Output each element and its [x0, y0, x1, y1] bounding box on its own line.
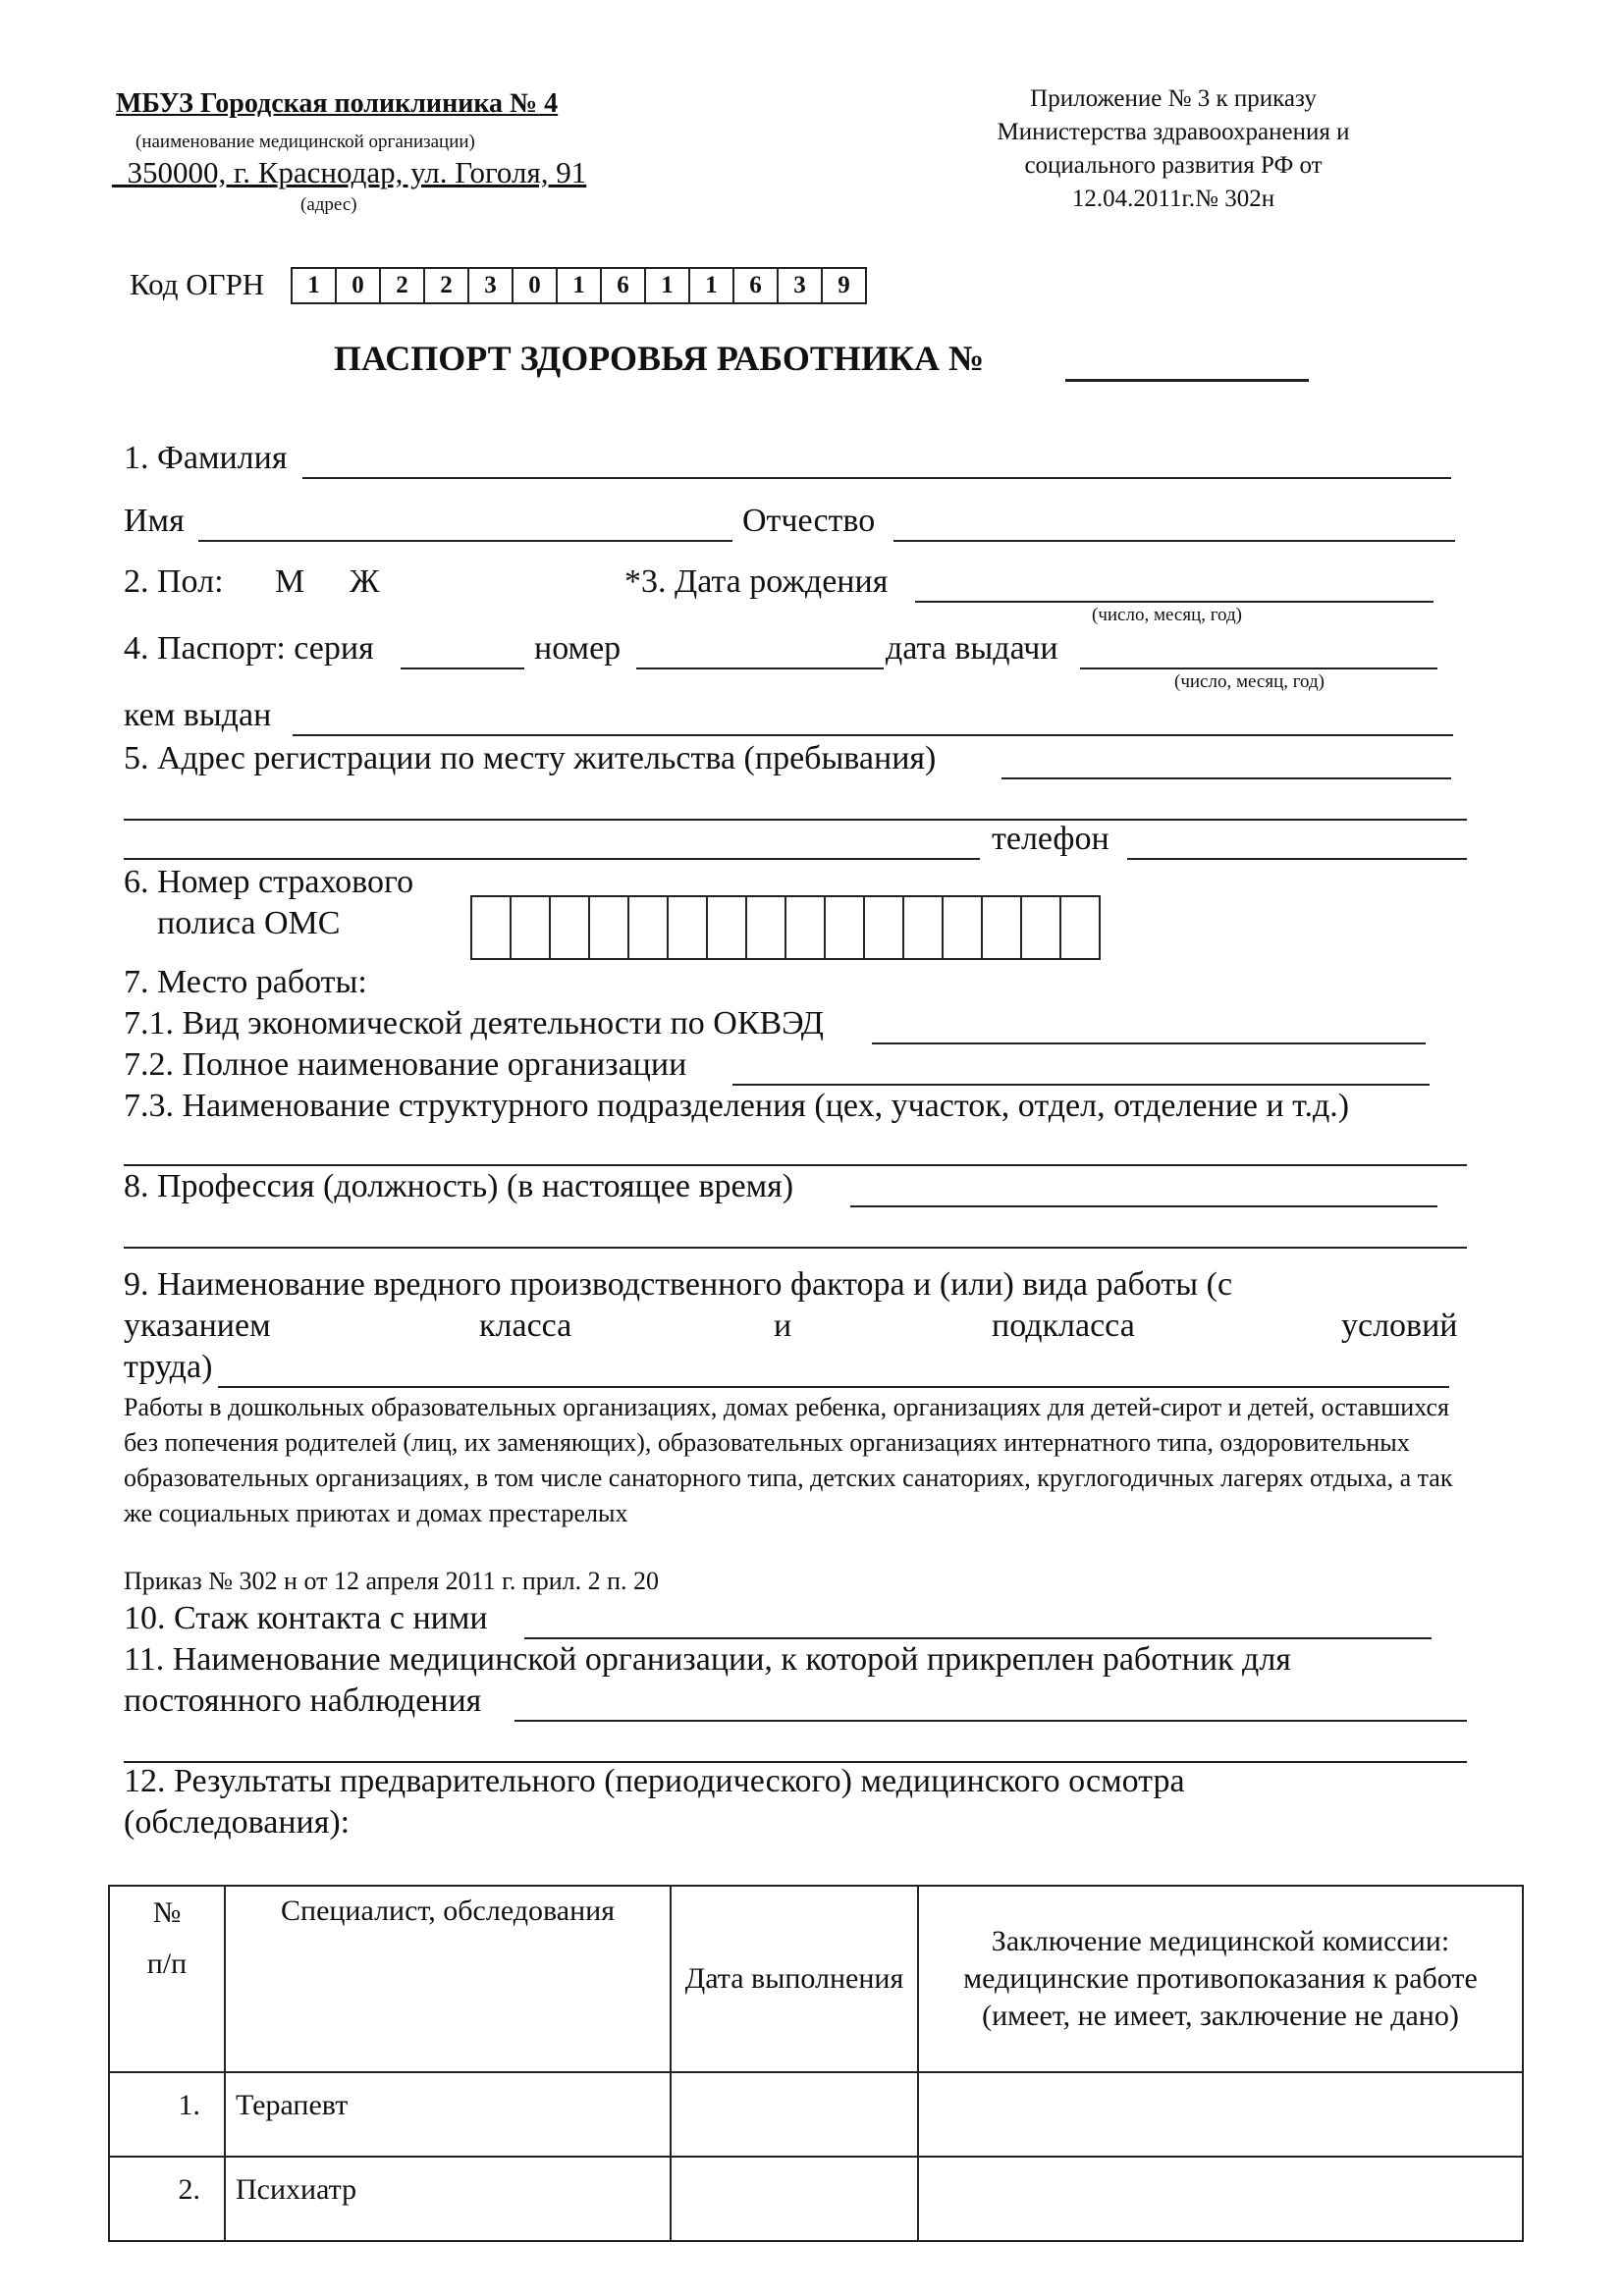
- oms-number-boxes[interactable]: [470, 895, 1101, 960]
- row-number: 1.: [109, 2072, 225, 2157]
- factor-label-word: класса: [479, 1308, 572, 1344]
- oms-digit-box[interactable]: [865, 897, 904, 958]
- patronymic-field[interactable]: [893, 540, 1455, 542]
- ogrn-digit: 1: [646, 269, 690, 302]
- col-header-number: [109, 1886, 225, 2072]
- profession-label: 8. Профессия (должность) (в настоящее время): [124, 1168, 794, 1204]
- org-address: _350000, г. Краснодар, ул. Гоголя, 91: [112, 155, 587, 189]
- issue-date-caption: (число, месяц, год): [1174, 671, 1325, 692]
- oms-label-line1: 6. Номер страхового: [124, 864, 414, 900]
- birth-date-caption: (число, месяц, год): [1092, 605, 1243, 625]
- col-header-conclusion: Заключение медицинской комиссии: медицинские противопоказания к работе (имеет, не имеет, заключение не дано): [918, 1886, 1523, 2072]
- org-full-name-field[interactable]: [732, 1084, 1430, 1086]
- issued-by-field[interactable]: [293, 734, 1453, 736]
- row-date-cell[interactable]: [671, 2157, 918, 2241]
- profession-field[interactable]: [850, 1205, 1437, 1207]
- table-row: [109, 2072, 1523, 2157]
- contact-experience-field[interactable]: [524, 1637, 1432, 1639]
- surname-label: 1. Фамилия: [124, 440, 288, 476]
- row-number: 2.: [109, 2157, 225, 2241]
- ogrn-digit: 0: [514, 269, 558, 302]
- oms-digit-box[interactable]: [786, 897, 826, 958]
- workplace-label: 7. Место работы:: [124, 964, 367, 1000]
- oms-label-line2: полиса ОМС: [157, 905, 341, 941]
- surname-field[interactable]: [302, 477, 1451, 479]
- patronymic-label: Отчество: [742, 503, 876, 539]
- med-org-label-line2: постоянного наблюдения: [124, 1682, 482, 1719]
- oms-digit-box[interactable]: [512, 897, 551, 958]
- factor-label-line3: труда): [124, 1349, 213, 1385]
- ogrn-digit: 3: [469, 269, 514, 302]
- subdivision-label: 7.3. Наименование структурного подразделения (цех, участок, отдел, отделение и т.д.): [124, 1088, 1350, 1124]
- row-conclusion-cell[interactable]: [918, 2072, 1523, 2157]
- ogrn-digit: 6: [734, 269, 779, 302]
- results-table: [108, 1885, 1524, 2242]
- phone-field[interactable]: [1127, 858, 1467, 860]
- address-field[interactable]: [1001, 777, 1451, 779]
- document-title: ПАСПОРТ ЗДОРОВЬЯ РАБОТНИКА №: [334, 339, 985, 378]
- factor-label-word: условий: [1341, 1308, 1458, 1344]
- table-row: [109, 2157, 1523, 2241]
- row-specialist: Психиатр: [225, 2157, 671, 2241]
- sex-option-f[interactable]: Ж: [350, 563, 380, 600]
- factor-label-word: и: [774, 1308, 792, 1344]
- contact-experience-label: 10. Стаж контакта с ними: [124, 1600, 488, 1636]
- passport-number-input[interactable]: [636, 667, 884, 669]
- col-header-number-symbol: №: [152, 1896, 182, 1929]
- ogrn-digit: 1: [293, 269, 337, 302]
- okved-field[interactable]: [872, 1042, 1426, 1044]
- name-field[interactable]: [198, 540, 732, 542]
- org-full-name-label: 7.2. Полное наименование организации: [124, 1046, 687, 1083]
- oms-digit-box[interactable]: [826, 897, 865, 958]
- factor-label-word: указанием: [124, 1308, 271, 1344]
- ogrn-digit: 1: [558, 269, 602, 302]
- factor-label-word: подкласса: [992, 1308, 1135, 1344]
- issue-date-label: дата выдачи: [886, 630, 1058, 667]
- ogrn-digit: 2: [425, 269, 469, 302]
- phone-label: телефон: [992, 821, 1109, 857]
- ogrn-digit: 6: [602, 269, 646, 302]
- med-org-label-line1: 11. Наименование медицинской организации, к которой прикреплен работник для: [124, 1641, 1291, 1678]
- ogrn-label: Код ОГРН: [130, 267, 265, 301]
- profession-field-line2[interactable]: [124, 1247, 1467, 1249]
- oms-digit-box[interactable]: [904, 897, 944, 958]
- order-reference: Приказ № 302 н от 12 апреля 2011 г. прил. 2 п. 20: [124, 1567, 660, 1595]
- issue-date-field[interactable]: [1080, 667, 1437, 669]
- row-conclusion-cell[interactable]: [918, 2157, 1523, 2241]
- results-label-line2: (обследования):: [124, 1804, 351, 1841]
- results-label-line1: 12. Результаты предварительного (периодического) медицинского осмотра: [124, 1763, 1185, 1799]
- passport-series-field[interactable]: [401, 667, 524, 669]
- address-caption: (адрес): [300, 194, 357, 215]
- table-header-row: [109, 1886, 1523, 2072]
- org-name: МБУЗ Городская поликлиника № 4: [116, 88, 559, 119]
- oms-digit-box[interactable]: [708, 897, 747, 958]
- oms-digit-box[interactable]: [669, 897, 708, 958]
- factor-text: Работы в дошкольных образовательных организациях, домах ребенка, организациях для детей-сирот и детей, оставшихся без попечения родителей (лиц, их заменяющих), образовательных организациях интернатного типа, оздоровительных образовательных организациях, в том числе санаторного типа, детских санаториях, круглогодичных лагерях отдыха, а так же социальных приютах и домах престарелых: [124, 1393, 1453, 1527]
- birth-date-field[interactable]: [915, 601, 1434, 603]
- oms-digit-box[interactable]: [983, 897, 1022, 958]
- birth-date-label: *3. Дата рождения: [624, 563, 889, 600]
- row-date-cell[interactable]: [671, 2072, 918, 2157]
- oms-digit-box[interactable]: [1022, 897, 1061, 958]
- col-header-specialist: Специалист, обследования: [225, 1886, 671, 2072]
- ogrn-digit: 0: [337, 269, 381, 302]
- oms-digit-box[interactable]: [629, 897, 669, 958]
- ogrn-digit: 1: [690, 269, 734, 302]
- ogrn-digit-boxes: [291, 267, 867, 304]
- passport-series-label: 4. Паспорт: серия: [124, 630, 374, 667]
- sex-option-m[interactable]: М: [275, 563, 305, 600]
- oms-digit-box[interactable]: [944, 897, 983, 958]
- address-field-line2[interactable]: [124, 819, 1467, 821]
- row-specialist: Терапевт: [225, 2072, 671, 2157]
- ogrn-digit: 9: [838, 272, 850, 298]
- passport-number-label: номер: [534, 630, 622, 667]
- subdivision-field[interactable]: [124, 1164, 1467, 1166]
- oms-digit-box[interactable]: [551, 897, 590, 958]
- okved-label: 7.1. Вид экономической деятельности по ОКВЭД: [124, 1005, 824, 1041]
- appendix-note: Приложение № 3 к приказу Министерства здравоохранения и социального развития РФ от 12.04.2011г.№ 302н: [997, 85, 1350, 212]
- col-header-date: Дата выполнения: [671, 1886, 918, 2072]
- sex-label: 2. Пол:: [124, 563, 224, 600]
- address-label: 5. Адрес регистрации по месту жительства (пребывания): [124, 740, 937, 776]
- ogrn-digit: 2: [381, 269, 425, 302]
- med-org-field[interactable]: [514, 1720, 1467, 1722]
- factor-label-line1: 9. Наименование вредного производственного фактора и (или) вида работы (с: [124, 1266, 1233, 1303]
- name-label: Имя: [124, 503, 185, 539]
- col-header-number-pp: п/п: [146, 1948, 188, 1980]
- factor-field[interactable]: [218, 1386, 1449, 1388]
- address-field-line3[interactable]: [124, 858, 980, 860]
- issued-by-label: кем выдан: [124, 697, 272, 733]
- oms-digit-box[interactable]: [1061, 897, 1099, 958]
- ogrn-digit: 3: [779, 269, 823, 302]
- oms-digit-box[interactable]: [590, 897, 629, 958]
- org-caption: (наименование медицинской организации): [135, 132, 475, 152]
- passport-number-field[interactable]: [1065, 379, 1309, 382]
- oms-digit-box[interactable]: [747, 897, 786, 958]
- oms-digit-box[interactable]: [472, 897, 512, 958]
